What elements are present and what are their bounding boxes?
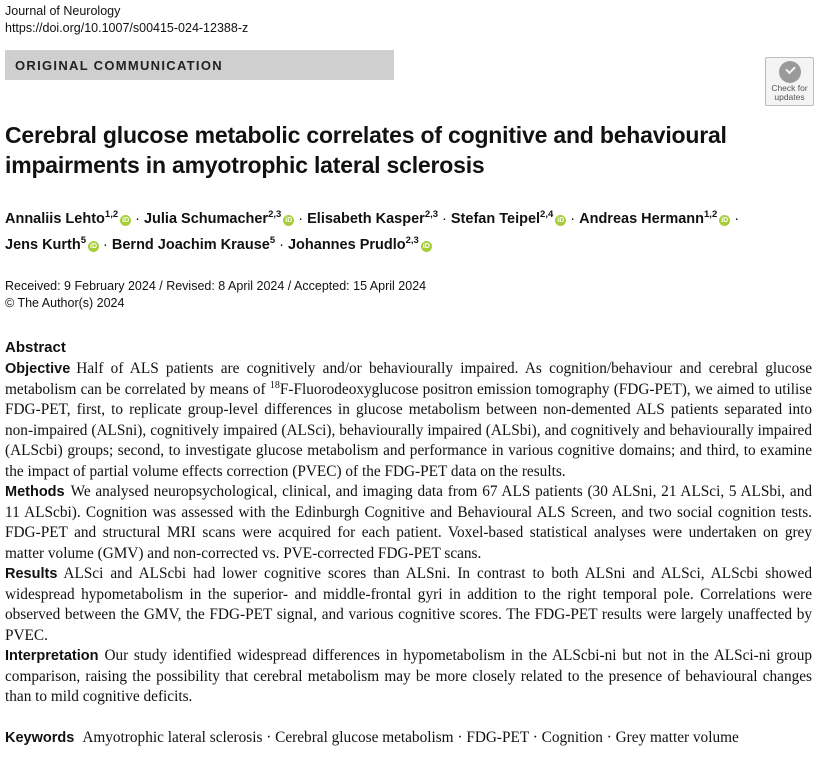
author-separator: · [279, 237, 284, 253]
keywords-label: Keywords [5, 730, 75, 746]
methods-label: Methods [5, 484, 65, 500]
author-line-1 [5, 204, 805, 230]
author-name[interactable]: Andreas Hermann [579, 211, 705, 227]
author-name[interactable]: Julia Schumacher [143, 211, 269, 227]
check-updates-line1: Check for [771, 83, 808, 93]
article-title: Cerebral glucose metabolic correlates of cognitive and behavioural impairments in amyotrophic lateral sclerosis [5, 122, 727, 178]
author-name[interactable]: Johannes Prudlo [287, 237, 406, 253]
methods-text: We analysed neuropsychological, clinical, and imaging data from 67 ALS patients (30 ALSni, 21 ALSci, 5 ALSbi, and 11 ALScbi). Cognition was assessed with the Edinburgh Cognitive and Behavioural ALS Screen, and two social cognition tests. FDG-PET and structural MRI scans were acquired for each patient. Voxel-based statistical analyses were undertaken on grey matter volume (GMV) and non-corrected vs. PVE-corrected FDG-PET scans. [5, 483, 812, 562]
abstract-body [5, 359, 812, 708]
orcid-icon[interactable]: iD [285, 217, 293, 224]
copyright-notice: © The Author(s) 2024 [5, 296, 125, 310]
isotope-superscript: 18 [269, 379, 280, 391]
check-for-updates-button[interactable] [765, 57, 814, 106]
author-separator: · [570, 211, 576, 227]
author-affiliation: 2,4 [540, 209, 554, 220]
results-text: ALSci and ALScbi had lower cognitive scores than ALSni. In contrast to both ALSni and ALSci, ALScbi showed widespread hypometabolism in the superior- and middle-frontal gyri in addition to the right temporal pole. Correlations were observed between the GMV, the FDG-PET signal, and various cognitive scores. The FDG-PET results were largely unaffected by PVEC. [5, 565, 812, 644]
orcid-icon[interactable]: iD [557, 217, 565, 224]
author-affiliation: 1,2 [104, 209, 119, 220]
author-separator: · [442, 211, 447, 227]
author-name[interactable]: Elisabeth Kasper [307, 211, 425, 227]
abstract-interpretation [5, 646, 812, 708]
keywords-text: Amyotrophic lateral sclerosis · Cerebral glucose metabolism · FDG-PET · Cognition · Grey matter volume [82, 729, 739, 746]
author-line-2 [5, 230, 805, 256]
abstract-objective [5, 359, 812, 482]
author-affiliation: 2,3 [268, 209, 282, 220]
interpretation-label: Interpretation [5, 648, 99, 664]
journal-name: Journal of Neurology [5, 4, 121, 18]
author-name[interactable]: Jens Kurth [5, 237, 81, 253]
author-name[interactable]: Annaliis Lehto [5, 211, 105, 227]
abstract-results [5, 564, 812, 646]
orcid-icon[interactable]: iD [90, 243, 98, 250]
author-affiliation: 5 [80, 235, 87, 246]
journal-header [5, 3, 248, 37]
author-separator: · [135, 211, 140, 227]
author-list [5, 204, 805, 256]
objective-label: Objective [5, 361, 71, 377]
author-separator: · [734, 211, 740, 227]
author-affiliation: 2,3 [405, 235, 419, 246]
article-dates [5, 278, 426, 312]
check-updates-line2: updates [774, 92, 805, 102]
author-separator: · [298, 211, 304, 227]
objective-text-part1: Half of ALS patients are cognitively and/or behaviourally impaired. As cognition/behaviour and cerebral glucose metabolism can be correlated by means of [5, 360, 812, 398]
interpretation-text: Our study identified widespread differences in hypometabolism in the ALScbi-ni but not in the ALSci-ni group comparison, raising the possibility that cerebral metabolism may be more closely related to the presence of behavioural changes than to mild cognitive deficits. [5, 647, 812, 705]
abstract-heading: Abstract [5, 339, 66, 356]
abstract-methods [5, 482, 812, 564]
author-affiliation: 1,2 [704, 209, 718, 220]
keywords-section [5, 728, 812, 748]
check-updates-icon [779, 61, 801, 83]
orcid-icon[interactable]: iD [122, 217, 130, 224]
doi-link[interactable]: https://doi.org/10.1007/s00415-024-12388-z [5, 21, 249, 35]
results-label: Results [5, 566, 58, 582]
author-affiliation: 5 [269, 235, 276, 246]
author-affiliation: 2,3 [424, 209, 439, 220]
article-type-label: ORIGINAL COMMUNICATION [15, 57, 223, 73]
author-name[interactable]: Bernd Joachim Krause [111, 237, 270, 253]
author-separator: · [103, 237, 108, 253]
article-type-banner [5, 50, 394, 80]
author-name[interactable]: Stefan Teipel [450, 211, 541, 227]
objective-text-part2: F-Fluorodeoxyglucose positron emission tomography (FDG-PET), we aimed to utilise FDG-PET, first, to replicate group-level differences in glucose metabolism between non-demented ALS patients separated into non-impaired (ALSni), cognitively impaired (ALSci), behaviourally impaired (ALSbi), and cognitively and behaviourally impaired (ALScbi) groups; second, to investigate glucose metabolism and performance in various cognitive domains; and third, to examine the impact of partial volume effects correction (PVEC) of the FDG-PET data on the results. [5, 380, 812, 480]
orcid-icon[interactable]: iD [721, 217, 729, 224]
article-history: Received: 9 February 2024 / Revised: 8 April 2024 / Accepted: 15 April 2024 [5, 279, 427, 293]
orcid-icon[interactable]: iD [422, 243, 430, 250]
